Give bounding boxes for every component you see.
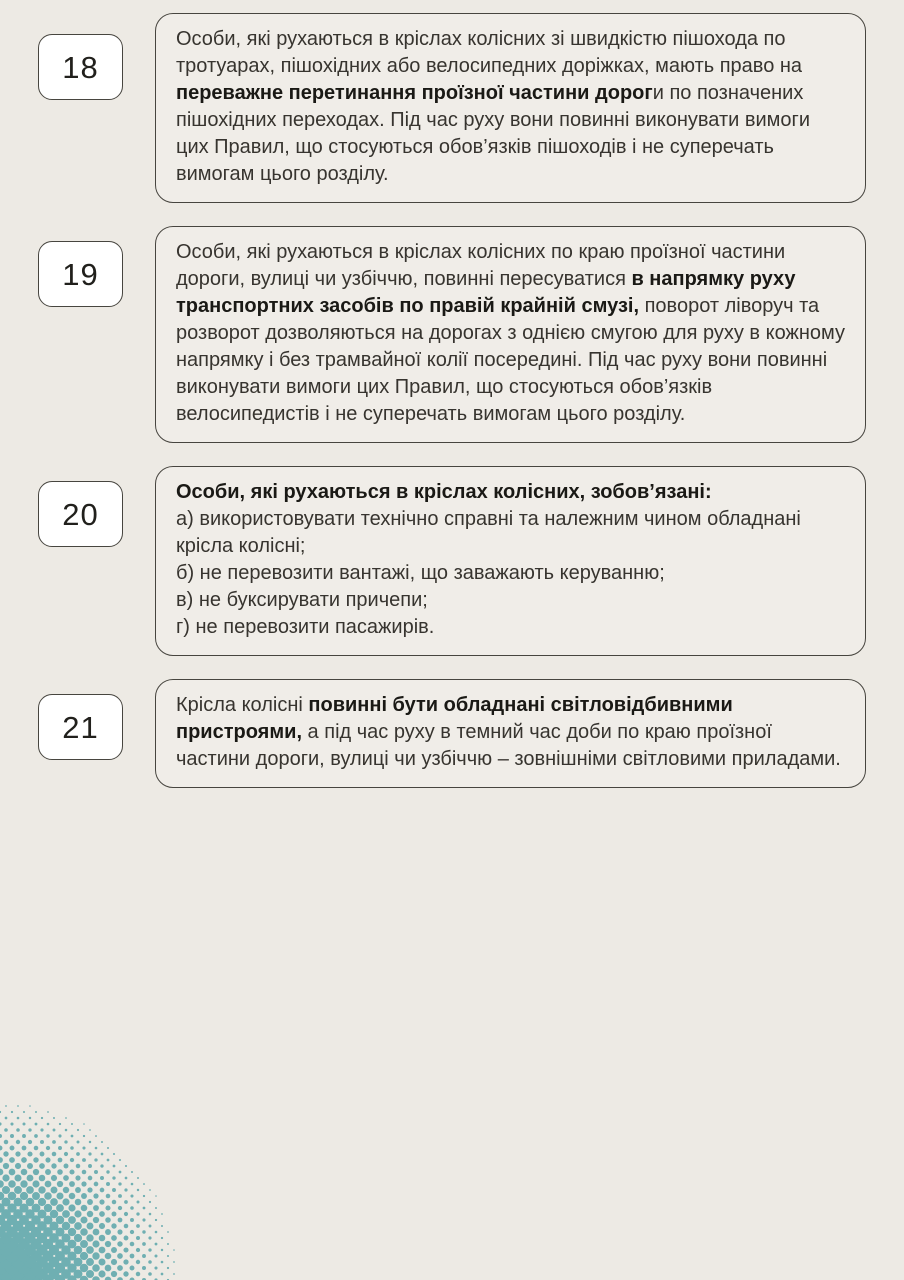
halftone-decoration xyxy=(0,1080,200,1280)
rule-item xyxy=(0,679,904,788)
rule-paragraph: Особи, які рухаються в кріслах колісних, зобов’язані: xyxy=(176,481,712,503)
rule-paragraph: Особи, які рухаються в кріслах колісних по краю проїзної частини дороги, вулиці чи узбіччю, повинні пересуватися в напрямку руху транспортних засобів по правій крайній смузі, поворот ліворуч та розворот дозволяються на дорогах з однією смугою для руху в кожному напрямку і без трамвайної колії посередині. Під час руху вони повинні виконувати вимоги цих Правил, що стосуються обов’язків велосипедистів і не суперечать вимогам цього розділу. xyxy=(176,241,845,425)
rules-list xyxy=(0,13,904,811)
rule-item xyxy=(0,466,904,656)
rule-card xyxy=(155,466,866,656)
rule-number: 18 xyxy=(62,49,99,85)
rule-number: 19 xyxy=(62,256,99,292)
rule-card xyxy=(155,226,866,443)
rule-paragraph: Крісла колісні повинні бути обладнані світловідбивними пристроями, а під час руху в темний час доби по краю проїзної частини дороги, вулиці чи узбіччю – зовнішніми світловими приладами. xyxy=(176,694,841,770)
rule-paragraph: а) використовувати технічно справні та належним чином обладнані крісла колісні; xyxy=(176,508,801,557)
rule-number: 21 xyxy=(62,709,99,745)
rule-item xyxy=(0,226,904,443)
rule-card xyxy=(155,13,866,203)
rule-number-badge xyxy=(38,694,123,760)
rule-number-badge xyxy=(38,241,123,307)
rule-number-badge xyxy=(38,34,123,100)
rule-paragraph: б) не перевозити вантажі, що заважають керуванню; xyxy=(176,562,665,584)
rule-item xyxy=(0,13,904,203)
rule-number-badge xyxy=(38,481,123,547)
rule-paragraph: в) не буксирувати причепи; xyxy=(176,589,428,611)
rule-paragraph: г) не перевозити пасажирів. xyxy=(176,616,435,638)
rule-card xyxy=(155,679,866,788)
rule-paragraph: Особи, які рухаються в кріслах колісних зі швидкістю пішохода по тротуарах, пішохідних або велосипедних доріжках, мають право на переважне перетинання проїзної частини дороги по позначених пішохідних переходах. Під час руху вони повинні виконувати вимоги цих Правил, що стосуються обов’язків пішоходів і не суперечать вимогам цього розділу. xyxy=(176,28,811,185)
rule-number: 20 xyxy=(62,496,99,532)
